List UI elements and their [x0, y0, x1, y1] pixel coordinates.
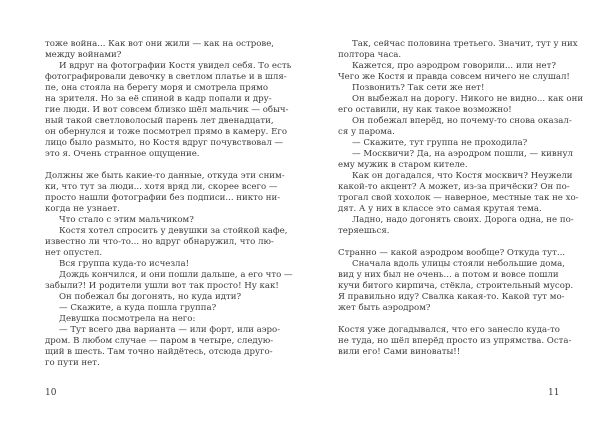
text-line: Девушка посмотрела на него: — [59, 314, 196, 324]
text-line: это я. Очень странное ощущение. — [45, 149, 200, 159]
page-number-right: 11 — [548, 388, 560, 398]
text-line: какой-то акцент? А может, из-за причёски? Он по- — [338, 182, 570, 192]
text-line: Он выбежал на дорогу. Никого не видно... как они — [352, 94, 584, 104]
text-line: забыли?! И родители ушли вот так просто! Ну как! — [45, 281, 279, 291]
text-line: известно ли что-то... но вдруг обнаружил, что лю- — [45, 237, 274, 247]
paragraph-gap — [338, 314, 556, 325]
text-line: го пути нет. — [45, 358, 100, 368]
text-line: фотографировали девочку в светлом платье и в шля- — [45, 72, 287, 82]
text-line: Ладно, надо догонять своих. Дорога одна, не по- — [352, 215, 574, 225]
text-line: дром. В любом случае — паром в четыре, следую- — [45, 336, 274, 346]
text-line: кучи битого кирпича, стёкла, строительный мусор. — [338, 281, 574, 291]
text-line: дят. А у них в классе это самая крутая тема. — [338, 204, 542, 214]
text-line: полтора часа. — [338, 50, 402, 60]
text-line: И вдруг на фотографии Костя увидел себя. То есть — [59, 61, 292, 71]
text-line: Я правильно иду? Свалка какая-то. Какой тут мо- — [338, 292, 565, 302]
text-line: Чего же Костя и правда совсем ничего не слушал! — [338, 72, 570, 82]
text-line: Так, сейчас половина третьего. Значит, тут у них — [352, 39, 578, 49]
text-line: его оставили, ну как такое возможно! — [338, 105, 512, 115]
text-line: жет быть аэродром? — [338, 303, 431, 313]
text-line: трогал свой хохолок — наверное, местные так не хо- — [338, 193, 579, 203]
left-page-text — [45, 39, 293, 369]
text-line: Странно — какой аэродром вообще? Откуда тут... — [338, 248, 566, 258]
text-line: Что стало с этим мальчиком? — [59, 215, 194, 225]
text-line: Кажется, про аэродром говорили... или нет? — [352, 61, 556, 71]
text-line: Вся группа куда-то исчезла! — [59, 259, 190, 269]
text-line: Позвонить? Так сети же нет! — [352, 83, 485, 93]
text-line: тоже война... Как вот они жили — как на острове, — [45, 39, 275, 49]
text-line: Как он догадался, что Костя москвич? Неужели — [352, 171, 573, 181]
text-line: Он побежал бы догонять, но куда идти? — [59, 292, 242, 302]
text-line: вид у них был не очень... а потом и вовсе пошли — [338, 270, 559, 280]
text-line: теряешься. — [338, 226, 390, 236]
text-line: лицо было размыто, но Костя вдруг почувствовал — — [45, 138, 284, 148]
text-line: гие люди. И вот совсем близко шёл мальчик — обыч- — [45, 105, 289, 115]
text-line: Дождь кончился, и они пошли дальше, а его что — — [59, 270, 293, 280]
text-line: Костя хотел спросить у девушки за стойкой кафе, — [59, 226, 288, 236]
paragraph-gap — [338, 237, 556, 248]
text-line: Сначала вдоль улицы стояли небольшие дома, — [352, 259, 565, 269]
text-line: между войнами? — [45, 50, 122, 60]
text-line: нет опустел. — [45, 248, 103, 258]
text-line: вили его! Сами виноваты!! — [338, 347, 461, 357]
text-line: — Москвичи? Да, на аэродром пошли, — кивнул — [352, 149, 573, 159]
text-line: ему мужик в старом кителе. — [338, 160, 468, 170]
text-line: ки, что тут за люди... хотя вряд ли, скорее всего — — [45, 182, 278, 192]
text-line: ся у парома. — [338, 127, 395, 137]
text-line: — Тут всего два варианта — или форт, или аэро- — [59, 325, 281, 335]
text-line: Он побежал вперёд, но почему-то снова оказал- — [352, 116, 572, 126]
text-line: Должны же быть какие-то данные, откуда эти сним- — [45, 171, 285, 181]
text-line: пе, она стояла на берегу моря и смотрела прямо — [45, 83, 269, 93]
paragraph-gap — [45, 160, 263, 171]
text-line: Костя уже догадывался, что его занесло куда-то — [338, 325, 560, 335]
text-line: — Скажите, а куда пошла группа? — [59, 303, 217, 313]
text-line: он обернулся и тоже посмотрел прямо в камеру. Его — [45, 127, 288, 137]
text-line: ный такой светловолосый парень лет двенадцати, — [45, 116, 274, 126]
page-number-left: 10 — [45, 388, 57, 398]
text-line: на зрителя. Но за её спиной в кадр попали и дру- — [45, 94, 272, 104]
text-line: щий в шесть. Там точно найдётесь, отсюда друго- — [45, 347, 273, 357]
right-page-text — [338, 39, 584, 358]
text-line: не туда, но шёл вперёд просто из упрямства. Оста- — [338, 336, 572, 346]
text-line: просто нашли фотографии без подписи... никто ни- — [45, 193, 281, 203]
text-line: — Скажите, тут группа не проходила? — [352, 138, 528, 148]
text-line: когда не узнает. — [45, 204, 120, 214]
